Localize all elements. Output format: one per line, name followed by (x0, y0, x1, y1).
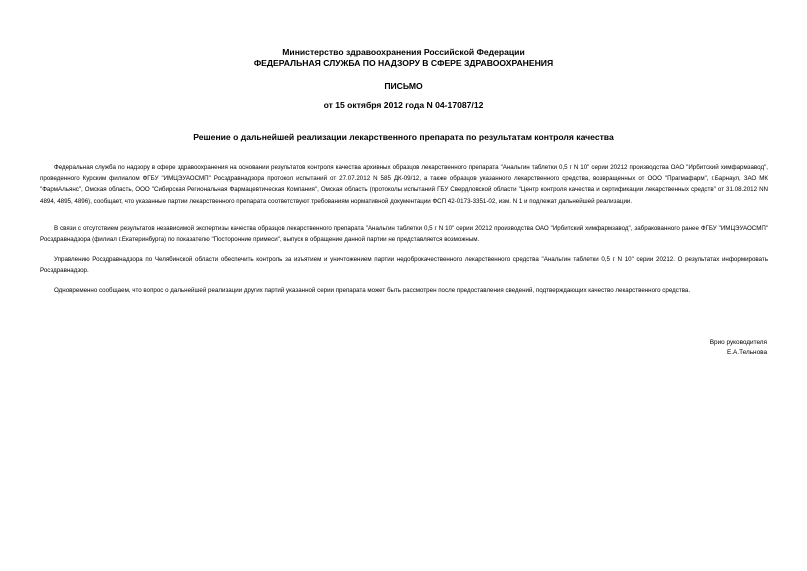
ministry-heading: Министерство здравоохранения Российской Федерации (282, 47, 525, 57)
body-paragraph-1: Федеральная служба по надзору в сфере здравоохранения на основании результатов контроля качества архивных образцов лекарственного препарата "Анальгин таблетки 0,5 г N 10" серии 20212 производства ОАО "Ирбитский химфармзавод", проведенного Курским филиалом ФГБУ "ИМЦЭУАОСМП" Росздравнадзора протокол испытаний от 27.07.2012 N 585 ДК-09/12, а также образцов указанного лекарственного средства, возвращенных от ООО "Прагмафарм", г.Барнаул, ЗАО МК "ФармАльянс", Омская область, ООО "Сибирская Региональная Фармацевтическая Компания", Омская область (протоколы испытаний ГБУ Свердловской области "Центр контроля качества и сертификации лекарственных средств" от 31.08.2012 NN 4894, 4895, 4896), сообщает, что указанные партии лекарственного препарата соответствуют требованиям нормативной документации ФСП 42-0173-3351-02, изм. N 1 и подлежат дальнейшей реализации. (40, 164, 768, 205)
signatory-name: Е.А.Тельнова (727, 349, 767, 356)
body-paragraph-3: Управлению Росздравнадзора по Челябинской области обеспечить контроль за изъятием и уничтожением партии недоброкачественного лекарственного средства "Анальгин таблетки 0,5 г N 10" серии 20212. О результатах информировать Росздравнадзор. (40, 256, 768, 275)
body-paragraph-4: Одновременно сообщаем, что вопрос о дальнейшей реализации других партий указанной серии препарата может быть рассмотрен после предоставления сведений, подтверждающих качество лекарственного средства. (54, 287, 691, 294)
service-heading: ФЕДЕРАЛЬНАЯ СЛУЖБА ПО НАДЗОРУ В СФЕРЕ ЗДРАВООХРАНЕНИЯ (253, 58, 554, 68)
document-type: ПИСЬМО (384, 81, 423, 91)
body-paragraph-2: В связи с отсутствием результатов независимой экспертизы качества образцов лекарственного препарата "Анальгин таблетки 0,5 г N 10" серии 20212 производства ОАО "Ирбитский химфармзавод", забракованного ранее ФГБУ "ИМЦЭУАОСМП" Росздравнадзора (филиал г.Екатеринбурга) по показателю "Посторонние примеси", выпуск в обращение данной партии не представляется возможным. (40, 225, 768, 244)
signatory-position: Врио руководителя (709, 339, 767, 346)
document-subject: Решение о дальнейшей реализации лекарственного препарата по результатам контроля качества (193, 132, 614, 142)
document-date-number: от 15 октября 2012 года N 04-17087/12 (323, 100, 484, 110)
